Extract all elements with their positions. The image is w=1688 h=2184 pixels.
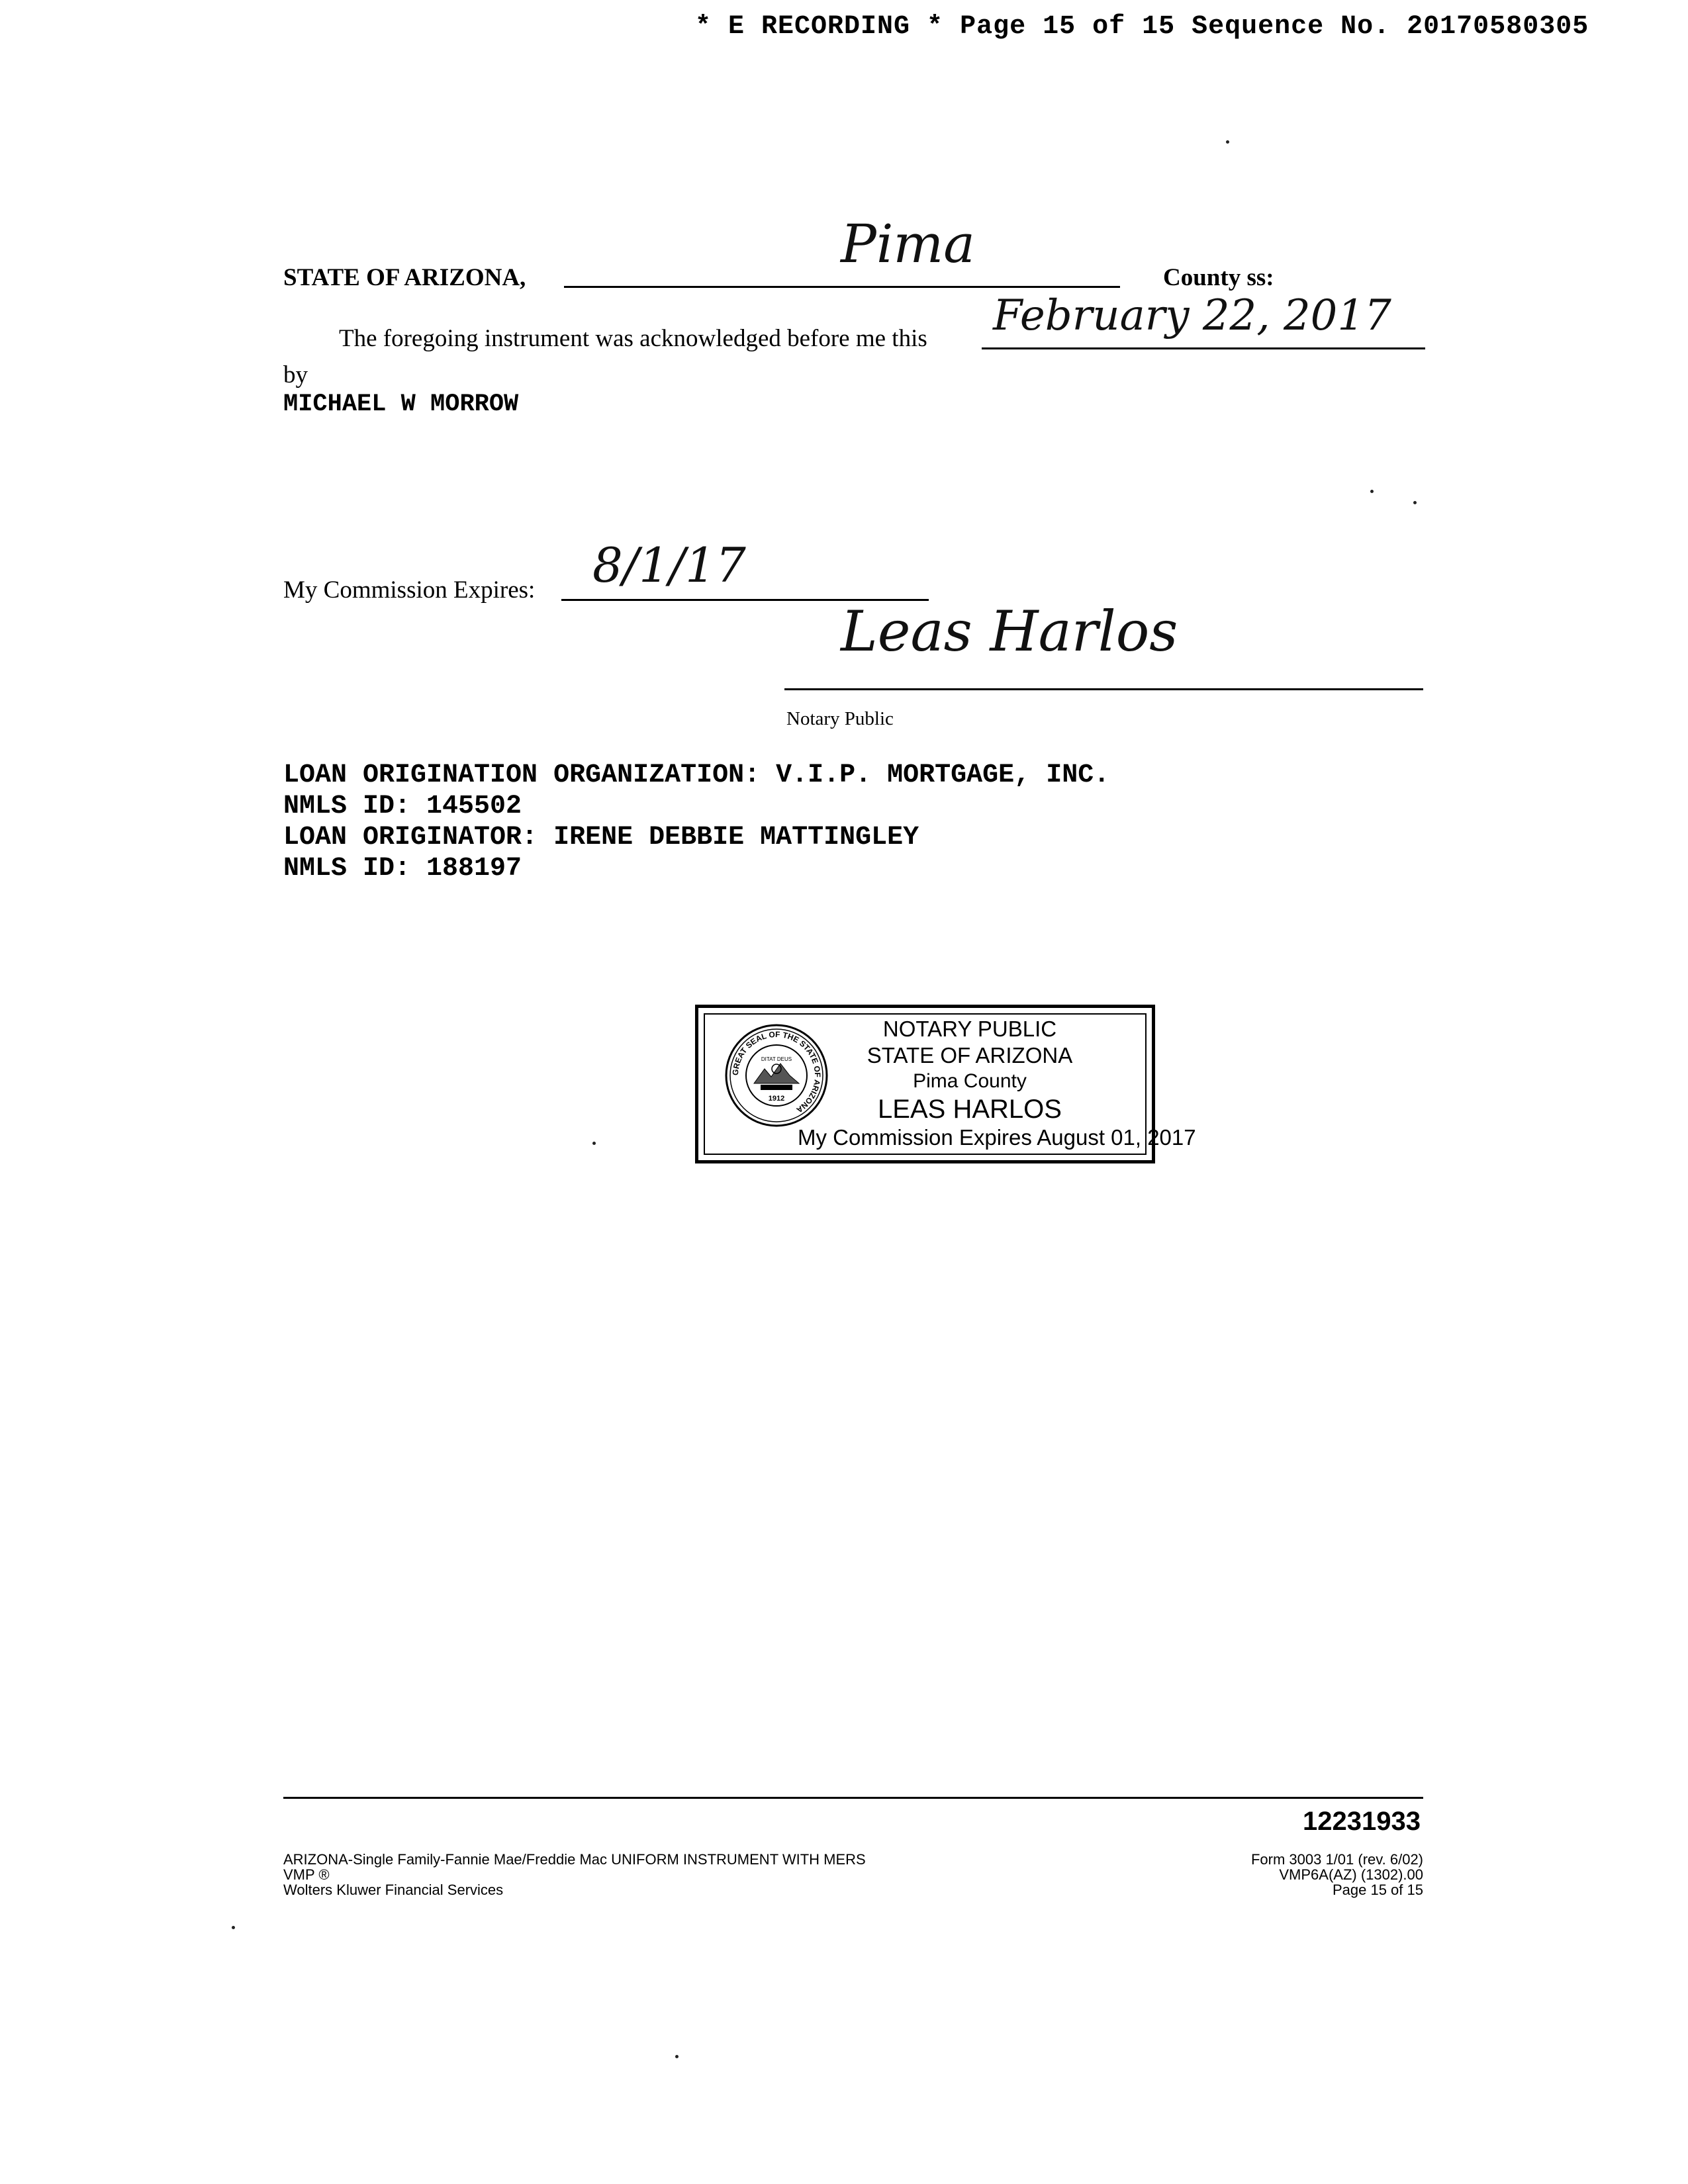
footer-publisher: Wolters Kluwer Financial Services <box>283 1882 504 1898</box>
scan-speck <box>1413 501 1417 504</box>
footer-form-number: Form 3003 1/01 (rev. 6/02) <box>1250 1851 1423 1868</box>
footer-divider <box>283 1797 1423 1799</box>
by-label: by <box>283 361 308 388</box>
county-handwritten: Pima <box>841 213 975 275</box>
notary-signature: Leas Harlos <box>841 599 1178 664</box>
footer-form-title: ARIZONA-Single Family-Fannie Mae/Freddie Mac UNIFORM INSTRUMENT WITH MERS <box>283 1851 866 1868</box>
date-handwritten: February 22, 2017 <box>993 291 1391 340</box>
seal-motto: DITAT DEUS <box>761 1056 792 1062</box>
scan-speck <box>675 2055 679 2058</box>
scan-speck <box>592 1142 596 1145</box>
recording-header: * E RECORDING * Page 15 of 15 Sequence No. 20170580305 <box>695 12 1589 42</box>
scan-speck <box>232 1926 235 1929</box>
originator-nmls-line: NMLS ID: 188197 <box>283 854 522 884</box>
footer-page-number: Page 15 of 15 <box>1332 1882 1423 1898</box>
seal-year: 1912 <box>768 1095 785 1103</box>
stamp-text-block <box>798 1016 1196 1151</box>
commission-expires-label: My Commission Expires: <box>283 576 536 604</box>
stamp-commission-expiry: My Commission Expires August 01, 2017 <box>798 1125 1196 1150</box>
footer-form-info <box>283 1852 866 1897</box>
org-nmls-line: NMLS ID: 145502 <box>283 792 522 821</box>
footer-form-codes <box>1125 1852 1423 1897</box>
county-ss-label: County ss: <box>1163 264 1274 291</box>
scan-speck <box>1226 140 1229 144</box>
notary-stamp <box>695 1005 1196 1163</box>
state-label: STATE OF ARIZONA, <box>283 264 526 291</box>
loan-originator-block <box>283 760 1109 884</box>
footer-vmp-code: VMP6A(AZ) (1302).00 <box>1279 1866 1423 1883</box>
stamp-state: STATE OF ARIZONA <box>867 1043 1073 1068</box>
county-blank-line <box>564 286 1120 288</box>
seal-ring-text: GREAT SEAL OF THE STATE OF ARIZONA <box>730 1029 823 1115</box>
loan-org-line: LOAN ORIGINATION ORGANIZATION: V.I.P. MORTGAGE, INC. <box>283 760 1110 790</box>
stamp-title: NOTARY PUBLIC <box>882 1017 1057 1041</box>
notary-public-label: Notary Public <box>786 708 894 729</box>
date-blank-line <box>982 347 1425 349</box>
stamp-county: Pima County <box>913 1070 1027 1092</box>
footer-vmp: VMP ® <box>283 1866 330 1883</box>
signature-line <box>784 688 1423 690</box>
stamp-notary-name: LEAS HARLOS <box>878 1095 1062 1124</box>
loan-originator-line: LOAN ORIGINATOR: IRENE DEBBIE MATTINGLEY <box>283 823 919 852</box>
acknowledgment-text: The foregoing instrument was acknowledged before me this <box>339 325 927 352</box>
commission-handwritten: 8/1/17 <box>592 537 746 593</box>
scan-speck <box>1370 490 1374 493</box>
loan-number: 12231933 <box>1303 1807 1421 1836</box>
signer-name: MICHAEL W MORROW <box>283 390 519 418</box>
